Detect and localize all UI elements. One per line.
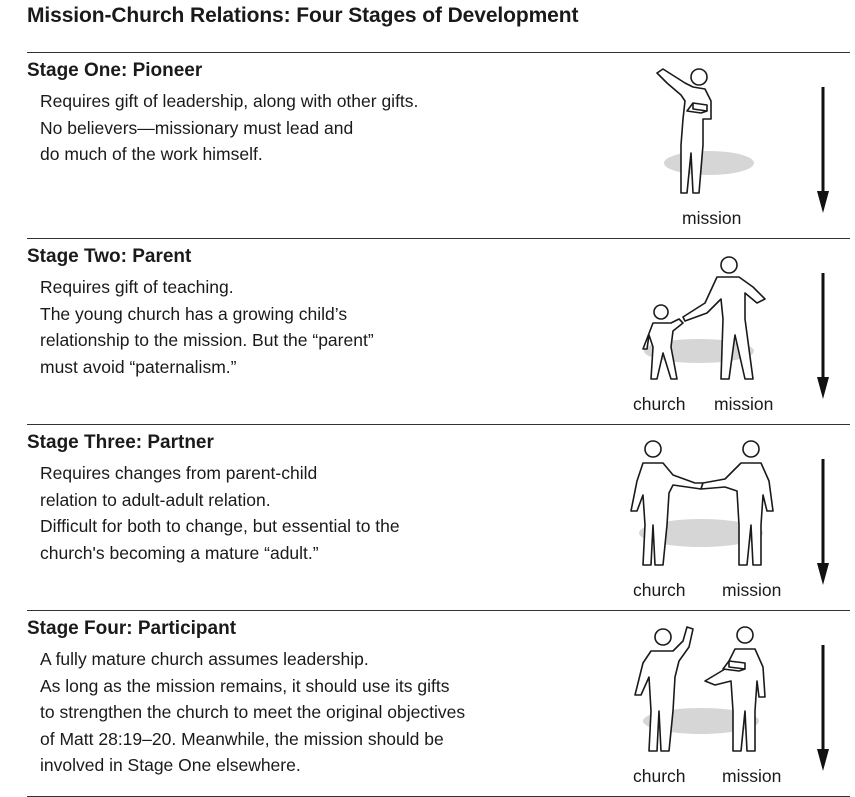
down-arrow-icon — [817, 87, 829, 213]
down-arrow-icon — [817, 273, 829, 399]
church-label: church — [633, 580, 686, 600]
church-figure-head — [655, 629, 671, 645]
mission-label: mission — [682, 208, 742, 228]
description-line: Difficult for both to change, but essential to the — [40, 516, 400, 536]
mission-label: mission — [714, 394, 774, 414]
church-label: church — [633, 766, 686, 786]
down-arrow-icon — [817, 459, 829, 585]
church-label: church — [633, 394, 686, 414]
mission-figure-head — [737, 627, 753, 643]
description-line: of Matt 28:19–20. Meanwhile, the mission should be — [40, 728, 444, 749]
stage-four-heading: Stage Four: Participant — [27, 618, 237, 639]
stage-three-heading: Stage Three: Partner — [27, 432, 214, 453]
description-line: relationship to the mission. But the “parent” — [40, 330, 374, 350]
stage-two-section — [27, 239, 850, 425]
parent-figure-head — [721, 257, 737, 273]
mission-figure-head — [691, 69, 707, 85]
mission-figure-body — [701, 463, 773, 565]
mission-figure-body — [705, 649, 765, 751]
description-line: relation to adult-adult relation. — [40, 489, 271, 510]
child-figure-head — [654, 305, 668, 319]
stage-one-section — [27, 53, 850, 239]
mission-figure-head — [743, 441, 759, 457]
stage-two-description — [40, 274, 600, 380]
description-line: involved in Stage One elsewhere. — [40, 755, 301, 775]
mission-label: mission — [722, 580, 782, 600]
partner-illustration — [589, 425, 789, 610]
pioneer-illustration — [589, 53, 789, 238]
down-arrow-icon — [817, 645, 829, 771]
description-line: As long as the mission remains, it should use its gifts — [40, 675, 450, 696]
stage-two-heading: Stage Two: Parent — [27, 246, 192, 267]
stage-one-heading: Stage One: Pioneer — [27, 60, 203, 81]
stage-four-section — [27, 611, 850, 797]
stage-one-description — [40, 88, 600, 168]
stage-four-description — [40, 646, 600, 779]
mission-label: mission — [722, 766, 782, 786]
church-figure-body — [631, 463, 703, 565]
description-line: Requires gift of leadership, along with other gifts. — [40, 91, 419, 111]
description-line: A fully mature church assumes leadership. — [40, 649, 369, 669]
description-line: Requires changes from parent-child — [40, 463, 318, 483]
description-line: church's becoming a mature “adult.” — [40, 542, 319, 563]
description-line: The young church has a growing child’s — [40, 303, 348, 324]
description-line: must avoid “paternalism.” — [40, 356, 237, 377]
parent-illustration — [589, 239, 789, 424]
description-line: Requires gift of teaching. — [40, 277, 234, 297]
shadow-shape — [664, 151, 754, 175]
participant-illustration — [589, 611, 789, 796]
description-line: do much of the work himself. — [40, 144, 263, 164]
parent-figure-body — [683, 277, 765, 379]
stage-three-description — [40, 460, 600, 566]
description-line: No believers—missionary must lead and — [40, 117, 354, 138]
church-figure-head — [645, 441, 661, 457]
description-line: to strengthen the church to meet the original objectives — [40, 702, 466, 722]
page-title: Mission-Church Relations: Four Stages of Development — [27, 4, 579, 27]
stage-three-section — [27, 425, 850, 611]
